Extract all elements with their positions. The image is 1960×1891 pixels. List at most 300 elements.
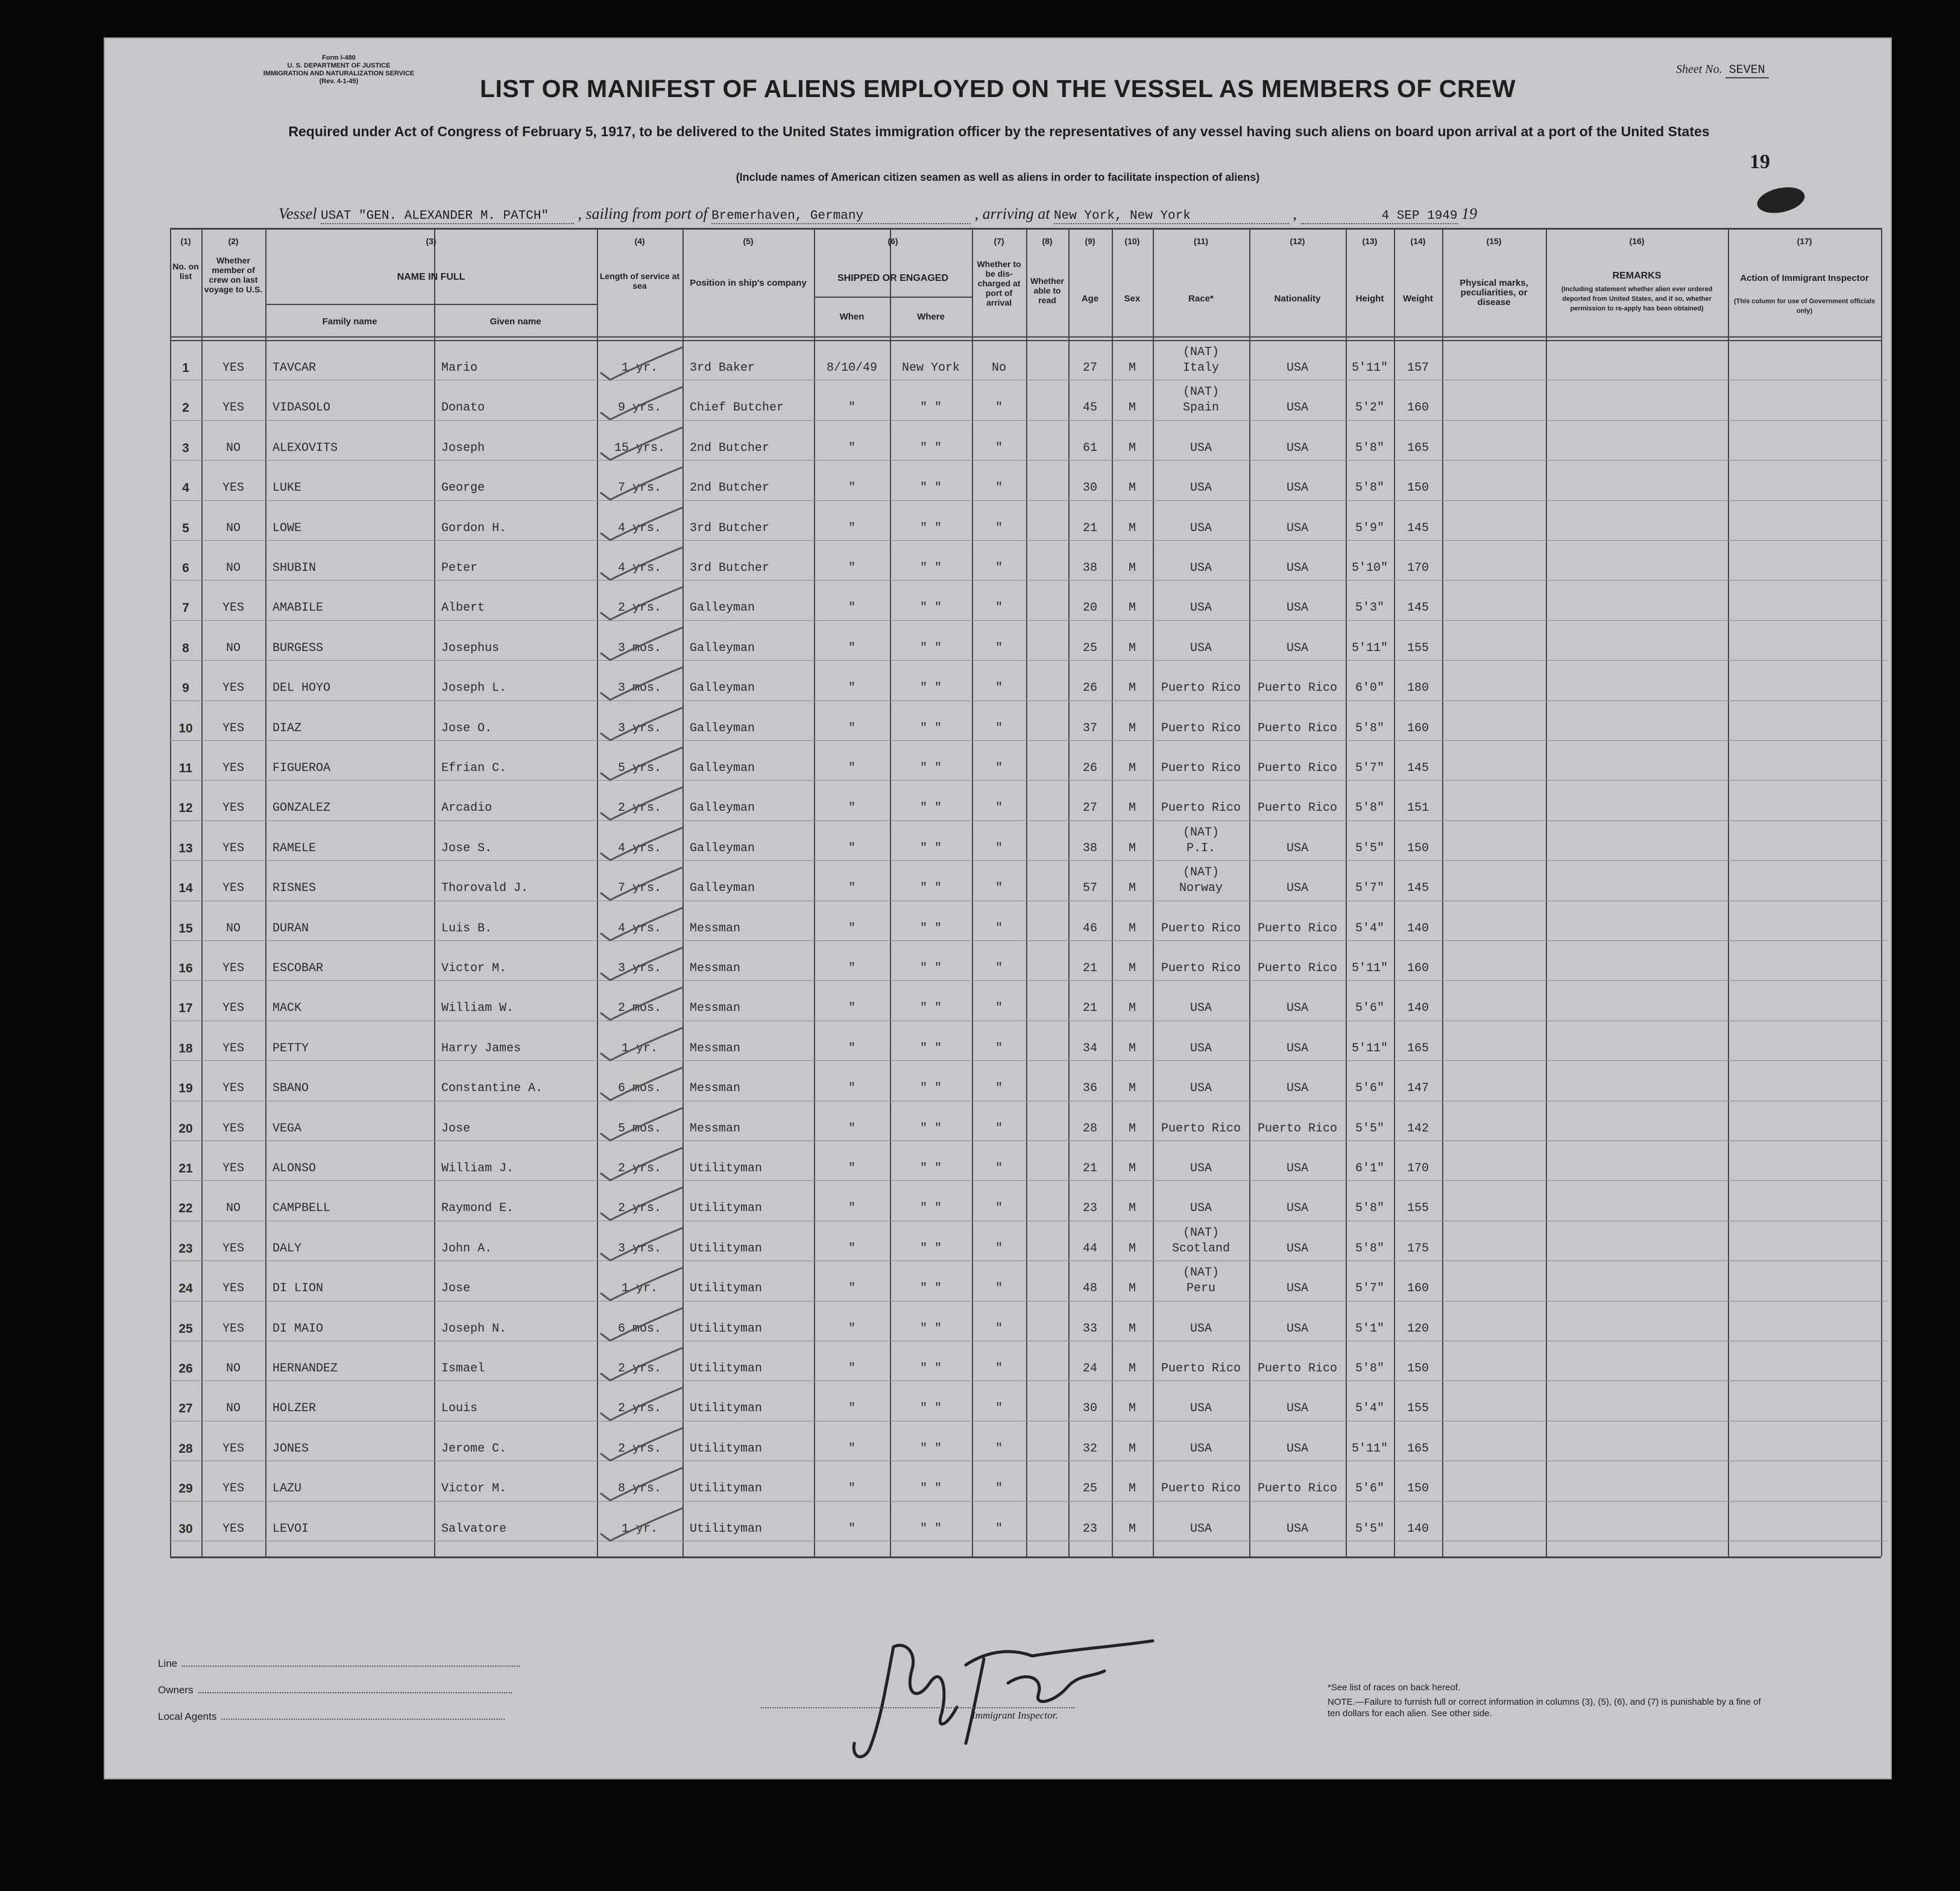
height: 5'6" bbox=[1355, 1001, 1384, 1016]
race-naturalized: (NAT) bbox=[1182, 1266, 1219, 1280]
given-name: Joseph L. bbox=[441, 681, 507, 696]
given-name: Victor M. bbox=[441, 1482, 507, 1496]
discharged: " bbox=[995, 1121, 1003, 1136]
family-name: HOLZER bbox=[273, 1402, 317, 1416]
col-height-num: (13) bbox=[1362, 236, 1378, 246]
weight: 145 bbox=[1407, 761, 1429, 775]
check-mark-icon bbox=[592, 1144, 689, 1186]
family-name: JONES bbox=[273, 1441, 309, 1456]
row-number: 9 bbox=[182, 681, 189, 696]
nationality: USA bbox=[1286, 441, 1308, 455]
sex: M bbox=[1128, 401, 1136, 415]
sex: M bbox=[1128, 841, 1136, 855]
given-name: Louis bbox=[441, 1402, 478, 1416]
family-name: MACK bbox=[273, 1001, 302, 1016]
position: 3rd Butcher bbox=[690, 521, 770, 535]
col-when-label: When bbox=[839, 312, 865, 322]
col-read-num: (8) bbox=[1042, 236, 1053, 246]
position: Utilityman bbox=[690, 1362, 763, 1376]
age: 32 bbox=[1082, 1441, 1097, 1456]
col-nationality-label: Nationality bbox=[1274, 294, 1321, 304]
height: 5'5" bbox=[1355, 841, 1384, 855]
row-number: 3 bbox=[182, 441, 189, 455]
race: USA bbox=[1190, 1041, 1212, 1056]
family-name: ALEXOVITS bbox=[273, 441, 338, 455]
height: 5'9" bbox=[1355, 521, 1384, 535]
length-of-service: 3 yrs. bbox=[617, 961, 661, 975]
check-mark-icon bbox=[592, 1064, 689, 1106]
form-department: U. S. DEPARTMENT OF JUSTICE bbox=[287, 62, 391, 69]
position: Messman bbox=[690, 1081, 741, 1096]
check-mark-icon bbox=[592, 624, 689, 666]
inspector-signature bbox=[827, 1629, 1165, 1767]
height: 5'11" bbox=[1351, 961, 1388, 975]
check-mark-icon bbox=[592, 784, 689, 826]
nationality: USA bbox=[1286, 1001, 1308, 1016]
sex: M bbox=[1128, 1162, 1136, 1175]
length-of-service: 7 yrs. bbox=[617, 881, 661, 896]
discharged: " bbox=[995, 761, 1003, 775]
check-mark-icon bbox=[592, 1424, 689, 1467]
crew-last-voyage: NO bbox=[225, 641, 241, 655]
crew-last-voyage: NO bbox=[225, 521, 241, 535]
family-name: DI MAIO bbox=[273, 1321, 324, 1336]
row-number: 19 bbox=[178, 1081, 193, 1096]
family-name: ALONSO bbox=[273, 1162, 317, 1175]
col-remarks-num: (16) bbox=[1629, 236, 1645, 246]
crew-last-voyage: YES bbox=[222, 1001, 244, 1016]
length-of-service: 2 yrs. bbox=[617, 1201, 661, 1216]
shipped-when: " bbox=[848, 881, 856, 896]
discharged: " bbox=[995, 881, 1003, 896]
weight: 155 bbox=[1407, 641, 1429, 655]
crew-last-voyage: NO bbox=[225, 1201, 241, 1216]
sex: M bbox=[1128, 521, 1136, 535]
race: USA bbox=[1190, 1521, 1212, 1536]
race: Puerto Rico bbox=[1161, 721, 1241, 735]
family-name: SBANO bbox=[273, 1081, 309, 1096]
discharged: " bbox=[995, 1402, 1003, 1416]
check-mark-icon bbox=[592, 824, 689, 866]
family-name: BURGESS bbox=[273, 641, 324, 655]
length-of-service: 15 yrs. bbox=[614, 441, 665, 455]
shipped-when: " bbox=[848, 1241, 856, 1256]
col-physical-num: (15) bbox=[1486, 236, 1502, 246]
check-mark-icon bbox=[592, 464, 689, 506]
col-sex-num: (10) bbox=[1124, 236, 1140, 246]
shipped-when: " bbox=[848, 1482, 856, 1496]
nationality: Puerto Rico bbox=[1257, 1362, 1338, 1376]
length-of-service: 2 yrs. bbox=[617, 1441, 661, 1456]
sailing-label: , sailing from port of bbox=[578, 205, 708, 222]
check-mark-icon bbox=[592, 864, 689, 906]
discharged: " bbox=[995, 601, 1003, 615]
check-mark-icon bbox=[592, 424, 689, 466]
position: Utilityman bbox=[690, 1282, 763, 1296]
given-name: Joseph N. bbox=[441, 1321, 507, 1336]
age: 26 bbox=[1082, 681, 1097, 696]
shipped-when: " bbox=[848, 1041, 856, 1056]
col-weight-label: Weight bbox=[1403, 294, 1433, 304]
position: Utilityman bbox=[690, 1162, 763, 1175]
shipped-when: " bbox=[848, 641, 856, 655]
crew-last-voyage: YES bbox=[222, 401, 244, 415]
check-mark-icon bbox=[592, 544, 689, 586]
col-discharged-label: Whether to be dis-charged at port of arrival bbox=[977, 259, 1021, 307]
height: 5'5" bbox=[1355, 1121, 1384, 1136]
shipped-when: " bbox=[848, 1201, 856, 1216]
shipped-where: " " bbox=[919, 601, 942, 615]
penalty-note: NOTE.—Failure to furnish full or correct information in columns (3), (5), (6), and (7) is punishable by a fine of ten dollars for each alien. See other side. bbox=[1328, 1697, 1761, 1719]
row-number: 13 bbox=[178, 841, 193, 855]
given-name: John A. bbox=[441, 1241, 493, 1256]
length-of-service: 3 yrs. bbox=[617, 1241, 661, 1256]
crew-last-voyage: YES bbox=[222, 1441, 244, 1456]
position: Galleyman bbox=[690, 761, 755, 775]
crew-last-voyage: NO bbox=[225, 921, 241, 936]
given-name: Jose O. bbox=[441, 721, 493, 735]
given-name: Efrian C. bbox=[441, 761, 507, 775]
shipped-where: " " bbox=[919, 1441, 942, 1456]
line-label: Line bbox=[158, 1658, 178, 1669]
shipped-when: " bbox=[848, 1081, 856, 1096]
manifest-sheet bbox=[104, 37, 1892, 1779]
race: USA bbox=[1190, 1441, 1212, 1456]
given-name: William J. bbox=[441, 1162, 514, 1175]
family-name: HERNANDEZ bbox=[273, 1362, 338, 1376]
given-name: Ismael bbox=[441, 1362, 485, 1376]
shipped-where: " " bbox=[919, 961, 942, 975]
position: Utilityman bbox=[690, 1521, 763, 1536]
row-number: 25 bbox=[178, 1321, 193, 1336]
length-of-service: 3 mos. bbox=[617, 641, 661, 655]
age: 21 bbox=[1082, 1162, 1097, 1175]
row-number: 26 bbox=[178, 1362, 193, 1376]
col-discharged-num: (7) bbox=[994, 236, 1004, 246]
race: USA bbox=[1190, 521, 1212, 535]
weight: 140 bbox=[1407, 1001, 1429, 1016]
length-of-service: 1 yr. bbox=[621, 1041, 658, 1056]
row-number: 6 bbox=[182, 561, 189, 575]
arrival-date: 4 SEP 1949 bbox=[1301, 209, 1458, 224]
family-name: LOWE bbox=[273, 521, 302, 535]
shipped-where: " " bbox=[919, 1201, 942, 1216]
sex: M bbox=[1128, 721, 1136, 735]
shipped-when: " bbox=[848, 1282, 856, 1296]
length-of-service: 4 yrs. bbox=[617, 521, 661, 535]
crew-last-voyage: YES bbox=[222, 1081, 244, 1096]
port-from: Bremerhaven, Germany bbox=[711, 209, 971, 224]
check-mark-icon bbox=[592, 1505, 689, 1547]
crew-last-voyage: NO bbox=[225, 561, 241, 575]
col-shipped-num: (6) bbox=[887, 236, 898, 246]
race: P.I. bbox=[1186, 841, 1215, 855]
check-mark-icon bbox=[592, 1024, 689, 1066]
row-number: 17 bbox=[178, 1001, 193, 1016]
family-name: DURAN bbox=[273, 921, 309, 936]
crew-last-voyage: YES bbox=[222, 721, 244, 735]
family-name: DIAZ bbox=[273, 721, 302, 735]
length-of-service: 7 yrs. bbox=[617, 481, 661, 496]
discharged: " bbox=[995, 801, 1003, 816]
crew-last-voyage: YES bbox=[222, 361, 244, 375]
shipped-when: " bbox=[848, 761, 856, 775]
family-name: GONZALEZ bbox=[273, 801, 331, 816]
family-name: VEGA bbox=[273, 1121, 302, 1136]
row-number: 28 bbox=[178, 1441, 193, 1456]
row-number: 2 bbox=[182, 401, 189, 415]
nationality: USA bbox=[1286, 361, 1308, 375]
discharged: No bbox=[991, 361, 1006, 375]
nationality: USA bbox=[1286, 1441, 1308, 1456]
discharged: " bbox=[995, 1241, 1003, 1256]
check-mark-icon bbox=[592, 1384, 689, 1426]
shipped-where: " " bbox=[919, 801, 942, 816]
weight: 147 bbox=[1407, 1081, 1429, 1096]
shipped-when: " bbox=[848, 1362, 856, 1376]
shipped-where: " " bbox=[919, 1001, 942, 1016]
check-mark-icon bbox=[592, 504, 689, 546]
weight: 170 bbox=[1407, 1162, 1429, 1175]
shipped-where: " " bbox=[919, 521, 942, 535]
race: Puerto Rico bbox=[1161, 761, 1241, 775]
shipped-where: " " bbox=[919, 1241, 942, 1256]
col-name-label: NAME IN FULL bbox=[397, 272, 465, 282]
sex: M bbox=[1128, 1282, 1136, 1296]
row-number: 11 bbox=[178, 761, 193, 775]
shipped-when: " bbox=[848, 1521, 856, 1536]
col-service-num: (4) bbox=[634, 236, 645, 246]
age: 30 bbox=[1082, 1402, 1097, 1416]
sheet-no-value: SEVEN bbox=[1725, 63, 1769, 78]
age: 38 bbox=[1082, 841, 1097, 855]
length-of-service: 1 yr. bbox=[621, 1521, 658, 1536]
crew-last-voyage: YES bbox=[222, 1041, 244, 1056]
page-title: LIST OR MANIFEST OF ALIENS EMPLOYED ON THE VESSEL AS MEMBERS OF CREW bbox=[479, 75, 1516, 102]
family-name: CAMPBELL bbox=[273, 1201, 331, 1216]
nationality: USA bbox=[1286, 1521, 1308, 1536]
given-name: Jerome C. bbox=[441, 1441, 507, 1456]
col-age-label: Age bbox=[1081, 294, 1099, 304]
length-of-service: 2 yrs. bbox=[617, 801, 661, 816]
col-no-num: (1) bbox=[180, 236, 191, 246]
row-number: 12 bbox=[178, 801, 193, 816]
height: 5'8" bbox=[1355, 801, 1384, 816]
crew-last-voyage: YES bbox=[222, 881, 244, 896]
family-name: DALY bbox=[273, 1241, 302, 1256]
nationality: USA bbox=[1286, 641, 1308, 655]
weight: 150 bbox=[1407, 1362, 1429, 1376]
age: 21 bbox=[1082, 961, 1097, 975]
discharged: " bbox=[995, 961, 1003, 975]
row-number: 10 bbox=[178, 721, 193, 735]
age: 26 bbox=[1082, 761, 1097, 775]
given-name: William W. bbox=[441, 1001, 514, 1016]
discharged: " bbox=[995, 1521, 1003, 1536]
position: Utilityman bbox=[690, 1441, 763, 1456]
position: Utilityman bbox=[690, 1402, 763, 1416]
height: 5'7" bbox=[1355, 761, 1384, 775]
length-of-service: 1 yr. bbox=[621, 361, 658, 375]
height: 5'11" bbox=[1351, 641, 1388, 655]
height: 5'1" bbox=[1355, 1321, 1384, 1336]
race: USA bbox=[1190, 1162, 1212, 1175]
given-name: Raymond E. bbox=[441, 1201, 514, 1216]
shipped-when: " bbox=[848, 1321, 856, 1336]
nationality: Puerto Rico bbox=[1257, 761, 1338, 775]
shipped-where: " " bbox=[919, 1282, 942, 1296]
given-name: Harry James bbox=[441, 1041, 522, 1056]
check-mark-icon bbox=[592, 1104, 689, 1147]
col-action-num: (17) bbox=[1797, 236, 1812, 246]
nationality: USA bbox=[1286, 601, 1308, 615]
sex: M bbox=[1128, 1041, 1136, 1056]
crew-last-voyage: YES bbox=[222, 1162, 244, 1175]
crew-last-voyage: YES bbox=[222, 1282, 244, 1296]
local-agents-field bbox=[158, 1711, 505, 1723]
sex: M bbox=[1128, 481, 1136, 496]
crew-last-voyage: YES bbox=[222, 1482, 244, 1496]
race: USA bbox=[1190, 641, 1212, 655]
sex: M bbox=[1128, 1121, 1136, 1136]
check-mark-icon bbox=[592, 1264, 689, 1306]
height: 5'11" bbox=[1351, 1041, 1388, 1056]
col-remarks-label: REMARKS bbox=[1612, 271, 1662, 281]
age: 28 bbox=[1082, 1121, 1097, 1136]
nationality: Puerto Rico bbox=[1257, 801, 1338, 816]
shipped-where: " " bbox=[919, 1482, 942, 1496]
length-of-service: 6 mos. bbox=[617, 1081, 661, 1096]
height: 5'8" bbox=[1355, 1201, 1384, 1216]
sex: M bbox=[1128, 761, 1136, 775]
shipped-where: " " bbox=[919, 681, 942, 696]
shipped-when: 8/10/49 bbox=[826, 361, 877, 375]
check-mark-icon bbox=[592, 944, 689, 986]
check-mark-icon bbox=[592, 1464, 689, 1506]
length-of-service: 9 yrs. bbox=[617, 401, 661, 415]
sex: M bbox=[1128, 601, 1136, 615]
sex: M bbox=[1128, 1321, 1136, 1336]
nationality: USA bbox=[1286, 401, 1308, 415]
row-number: 21 bbox=[178, 1162, 193, 1175]
sex: M bbox=[1128, 641, 1136, 655]
weight: 145 bbox=[1407, 601, 1429, 615]
given-name: Jose S. bbox=[441, 841, 493, 855]
sex: M bbox=[1128, 1482, 1136, 1496]
crew-last-voyage: YES bbox=[222, 841, 244, 855]
shipped-where: " " bbox=[919, 561, 942, 575]
sex: M bbox=[1128, 881, 1136, 896]
shipped-when: " bbox=[848, 1162, 856, 1175]
row-number: 1 bbox=[182, 361, 189, 375]
row-number: 30 bbox=[178, 1521, 193, 1536]
page-subnote: (Include names of American citizen seamen as well as aliens in order to facilitate inspection of aliens) bbox=[736, 171, 1260, 183]
height: 5'2" bbox=[1355, 401, 1384, 415]
check-mark-icon bbox=[592, 984, 689, 1026]
crew-last-voyage: YES bbox=[222, 481, 244, 496]
discharged: " bbox=[995, 641, 1003, 655]
given-name: Donato bbox=[441, 401, 485, 415]
weight: 180 bbox=[1407, 681, 1429, 696]
height: 6'0" bbox=[1355, 681, 1384, 696]
weight: 140 bbox=[1407, 921, 1429, 936]
shipped-where: " " bbox=[919, 1521, 942, 1536]
height: 5'11" bbox=[1351, 361, 1388, 375]
height: 5'8" bbox=[1355, 721, 1384, 735]
age: 21 bbox=[1082, 521, 1097, 535]
shipped-when: " bbox=[848, 921, 856, 936]
position: 3rd Baker bbox=[690, 361, 755, 375]
position: Messman bbox=[690, 921, 741, 936]
position: Utilityman bbox=[690, 1201, 763, 1216]
discharged: " bbox=[995, 1362, 1003, 1376]
age: 38 bbox=[1082, 561, 1097, 575]
col-position-num: (5) bbox=[743, 236, 754, 246]
age: 27 bbox=[1082, 801, 1097, 816]
family-name: RISNES bbox=[273, 881, 317, 896]
age: 23 bbox=[1082, 1521, 1097, 1536]
owners-field bbox=[158, 1684, 512, 1696]
weight: 160 bbox=[1407, 401, 1429, 415]
nationality: Puerto Rico bbox=[1257, 721, 1338, 735]
family-name: DI LION bbox=[273, 1282, 324, 1296]
position: Galleyman bbox=[690, 601, 755, 615]
shipped-when: " bbox=[848, 481, 856, 496]
shipped-where: " " bbox=[919, 1121, 942, 1136]
col-physical-label: Physical marks, peculiarities, or disease bbox=[1460, 278, 1528, 307]
position: Galleyman bbox=[690, 721, 755, 735]
sex: M bbox=[1128, 1362, 1136, 1376]
race: Puerto Rico bbox=[1161, 961, 1241, 975]
race: USA bbox=[1190, 1321, 1212, 1336]
family-name: FIGUEROA bbox=[273, 761, 331, 775]
discharged: " bbox=[995, 681, 1003, 696]
race: Norway bbox=[1179, 881, 1223, 896]
position: Galleyman bbox=[690, 641, 755, 655]
given-name: Constantine A. bbox=[441, 1081, 543, 1096]
vessel-line: Vessel USAT "GEN. ALEXANDER M. PATCH" , sailing from port of Bremerhaven, Germany , arriving at New York, New York , 4 SEP 1949 19 bbox=[279, 205, 1478, 223]
position: Galleyman bbox=[690, 681, 755, 696]
height: 5'6" bbox=[1355, 1081, 1384, 1096]
family-name: DEL HOYO bbox=[273, 681, 331, 696]
age: 36 bbox=[1082, 1081, 1097, 1096]
height: 6'1" bbox=[1355, 1162, 1384, 1175]
position: Utilityman bbox=[690, 1321, 763, 1336]
nationality: USA bbox=[1286, 1081, 1308, 1096]
nationality: Puerto Rico bbox=[1257, 961, 1338, 975]
length-of-service: 4 yrs. bbox=[617, 561, 661, 575]
weight: 142 bbox=[1407, 1121, 1429, 1136]
check-mark-icon bbox=[592, 1184, 689, 1226]
length-of-service: 4 yrs. bbox=[617, 841, 661, 855]
discharged: " bbox=[995, 1282, 1003, 1296]
family-name: PETTY bbox=[273, 1041, 309, 1056]
length-of-service: 6 mos. bbox=[617, 1321, 661, 1336]
race: Puerto Rico bbox=[1161, 681, 1241, 696]
row-number: 27 bbox=[178, 1402, 193, 1416]
shipped-when: " bbox=[848, 1441, 856, 1456]
weight: 140 bbox=[1407, 1521, 1429, 1536]
weight: 150 bbox=[1407, 1482, 1429, 1496]
crew-last-voyage: YES bbox=[222, 761, 244, 775]
age: 20 bbox=[1082, 601, 1097, 615]
shipped-where: " " bbox=[919, 841, 942, 855]
race: Spain bbox=[1182, 401, 1219, 415]
row-number: 7 bbox=[182, 601, 189, 615]
height: 5'8" bbox=[1355, 1362, 1384, 1376]
shipped-when: " bbox=[848, 1121, 856, 1136]
shipped-where: " " bbox=[919, 1081, 942, 1096]
